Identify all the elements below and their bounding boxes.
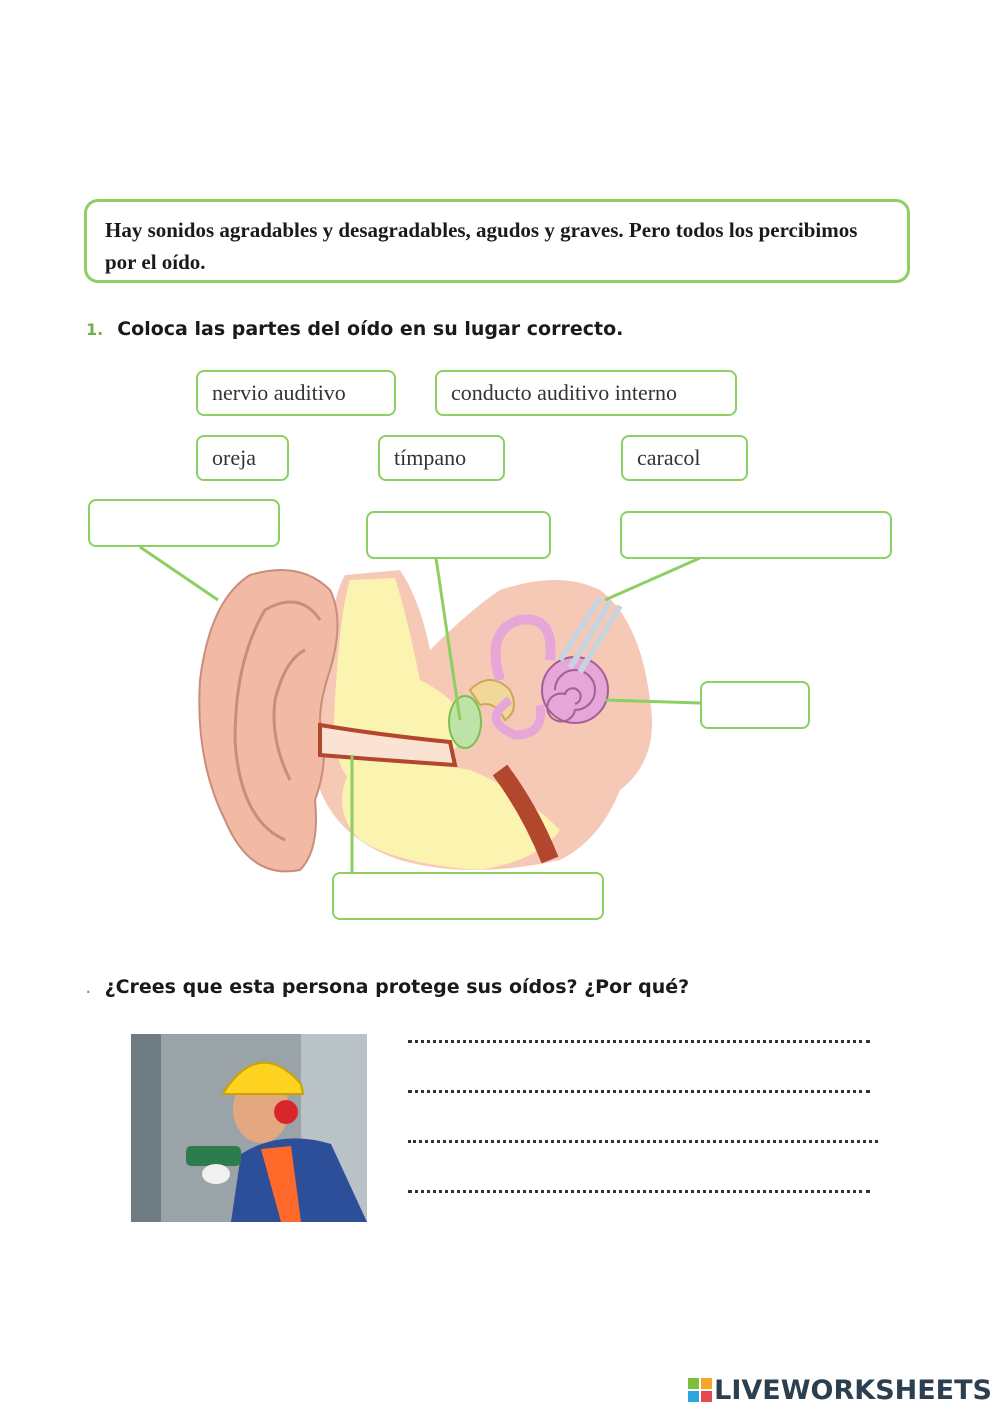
question-2 [86, 976, 689, 998]
eardrum-shape [449, 696, 481, 748]
chip-timpano[interactable]: tímpano [378, 435, 505, 481]
worker-illustration [131, 1034, 367, 1222]
connector-line [140, 547, 218, 600]
question-2-number: . [86, 982, 91, 996]
drop-box-1[interactable] [88, 499, 280, 547]
brand-text: LIVEWORKSHEETS [714, 1375, 992, 1406]
chip-caracol[interactable]: caracol [621, 435, 748, 481]
connector-line [605, 558, 700, 600]
intro-text: Hay sonidos agradables y desagradables, agudos y graves. Pero todos los percibimos por el oído. [105, 218, 858, 274]
drill [186, 1146, 241, 1166]
answer-line-2[interactable] [408, 1088, 870, 1093]
answer-line-4[interactable] [408, 1188, 870, 1193]
glove [202, 1164, 230, 1184]
worker-photo [131, 1034, 367, 1222]
drop-box-5[interactable] [332, 872, 604, 920]
answer-line-1[interactable] [408, 1038, 870, 1043]
question-1-text: Coloca las partes del oído en su lugar correcto. [117, 318, 624, 340]
chip-nervio-auditivo[interactable]: nervio auditivo [196, 370, 396, 416]
question-1-number: 1. [86, 320, 104, 339]
chip-oreja[interactable]: oreja [196, 435, 289, 481]
ear-protector [274, 1100, 298, 1124]
drop-box-4[interactable] [700, 681, 810, 729]
question-2-text: ¿Crees que esta persona protege sus oídos? ¿Por qué? [104, 976, 690, 998]
chip-conducto-auditivo-interno[interactable]: conducto auditivo interno [435, 370, 737, 416]
liveworksheets-logo-icon [688, 1378, 712, 1409]
drop-box-3[interactable] [620, 511, 892, 559]
liveworksheets-brand [688, 1375, 992, 1409]
drop-box-2[interactable] [366, 511, 551, 559]
answer-line-3[interactable] [408, 1138, 878, 1143]
